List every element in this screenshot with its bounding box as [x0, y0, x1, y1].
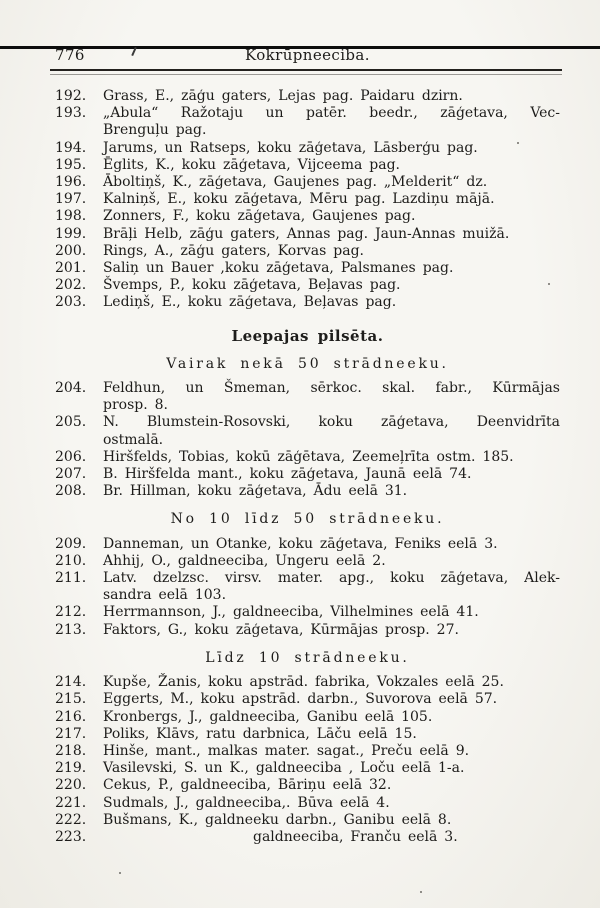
entry-text: Jarums, un Ratseps, koku zāģetava, Lāsberģu pag.	[103, 139, 478, 156]
entry-text: Faktors, G., koku zāģetava, Kūrmājas prosp. 27.	[103, 621, 459, 638]
entry-number: 196.	[55, 174, 87, 191]
entry-number: 215.	[55, 691, 87, 708]
section-heading: Leepajas pilsēta.	[231, 326, 384, 345]
directory-entry	[55, 414, 560, 448]
entry-number: 209.	[55, 535, 87, 552]
directory-entry	[55, 208, 560, 225]
directory-entry	[55, 294, 560, 311]
entry-text: galdneeciba, Franču eelā 3.	[253, 828, 458, 845]
entry-text: Cekus, P., galdneeciba, Bāriņu eelā 32.	[103, 777, 392, 794]
entry-text: Hiršfelds, Tobias, kokū zāģētava, Zeemeļrīta ostm. 185.	[103, 448, 514, 465]
entry-number: 198.	[55, 208, 87, 225]
entry-text: Poliks, Klāvs, ratu darbnica, Lāču eelā 15.	[103, 725, 417, 742]
directory-entry	[55, 174, 560, 191]
directory-entry	[55, 760, 560, 777]
entry-text: „Abula“ Ražotaju un patēr. beedr., zāģetava, Vec- Brenguļu pag.	[103, 105, 560, 139]
subsection-heading: Vairak nekā 50 strādneeku.	[166, 355, 449, 372]
entry-text: Br. Hillman, koku zāģetava, Ādu eelā 31.	[103, 483, 408, 500]
scan-speck	[548, 283, 550, 285]
entry-text: Sudmals, J., galdneeciba,. Būva eelā 4.	[103, 794, 390, 811]
directory-entry	[55, 536, 560, 553]
entry-text: B. Hiršfelda mant., koku zāģetava, Jaunā eelā 74.	[103, 466, 472, 483]
directory-entry	[55, 795, 560, 812]
scan-speck	[517, 142, 519, 144]
entry-text: Saliņ un Bauer ,koku zāģetava, Palsmanes pag.	[103, 260, 454, 277]
entry-number: 222.	[55, 811, 87, 828]
directory-entry	[55, 812, 560, 829]
entry-number: 217.	[55, 725, 87, 742]
entry-number: 193.	[55, 105, 87, 122]
directory-entry	[55, 260, 560, 277]
entry-text: Hinše, mant., malkas mater. sagat., Preču eelā 9.	[103, 742, 470, 759]
entry-text: Vasilevski, S. un K., galdneeciba , Loču eelā 1-a.	[103, 760, 465, 777]
directory-entry	[55, 466, 560, 483]
directory-entry	[55, 380, 560, 414]
directory-entry	[55, 622, 560, 639]
entry-number: 216.	[55, 708, 87, 725]
entry-number: 203.	[55, 294, 87, 311]
entry-text: Švemps, P., koku zāģetava, Beļavas pag.	[103, 277, 401, 294]
entry-text: Eggerts, M., koku apstrād. darbn., Suvorova eelā 57.	[103, 691, 498, 708]
entry-text: Āboltiņš, K., zāģetava, Gaujenes pag. „Melderit“ dz.	[103, 174, 488, 191]
entry-number: 212.	[55, 604, 87, 621]
directory-entry	[55, 243, 560, 260]
directory-entry	[55, 553, 560, 570]
entry-number: 207.	[55, 466, 87, 483]
entry-text: Danneman, un Otanke, koku zāģetava, Feniks eelā 3.	[103, 535, 498, 552]
entry-number: 223.	[55, 828, 87, 845]
entry-number: 221.	[55, 794, 87, 811]
entry-number: 204.	[55, 380, 87, 397]
entry-number: 218.	[55, 742, 87, 759]
entry-text: Bušmans, K., galdneeku darbn., Ganibu eelā 8.	[103, 811, 452, 828]
directory-entry	[55, 483, 560, 500]
entry-number: 219.	[55, 760, 87, 777]
entry-text: Herrmannson, J., galdneeciba, Vilhelmines eelā 41.	[103, 604, 479, 621]
directory-entry	[55, 105, 560, 139]
directory-entry	[55, 570, 560, 604]
entry-number: 201.	[55, 260, 87, 277]
entry-number: 214.	[55, 674, 87, 691]
entry-number: 192.	[55, 88, 87, 104]
entry-number: 194.	[55, 139, 87, 156]
header-rule	[50, 69, 562, 75]
directory-entry	[55, 709, 560, 726]
entry-number: 202.	[55, 277, 87, 294]
entry-number: 205.	[55, 414, 87, 431]
directory-entry	[55, 140, 560, 157]
directory-entry	[55, 277, 560, 294]
entry-text: N. Blumstein-Rosovski, koku zāģetava, Deenvidrīta ostmalā.	[103, 414, 560, 448]
directory-entry	[55, 604, 560, 621]
entry-text: Kronbergs, J., galdneeciba, Ganibu eelā 105.	[103, 708, 433, 725]
directory-entry	[55, 743, 560, 760]
entry-number: 213.	[55, 621, 87, 638]
entry-text: Feldhun, un Šmeman, sērkoc. skal. fabr., Kūrmājas prosp. 8.	[103, 380, 560, 414]
page-number: 776	[55, 46, 85, 64]
entry-text: Lediņš, E., koku zāģetava, Beļavas pag.	[103, 294, 397, 311]
entry-number: 208.	[55, 483, 87, 500]
directory-entry	[55, 777, 560, 794]
entry-number: 206.	[55, 448, 87, 465]
entry-number: 199.	[55, 225, 87, 242]
entry-text: Brāļi Helb, zāģu gaters, Annas pag. Jaun-Annas muižā.	[103, 225, 510, 242]
subsection-heading: No 10 līdz 50 strādneeku.	[170, 511, 445, 528]
directory-entry	[55, 157, 560, 174]
entry-number: 220.	[55, 777, 87, 794]
directory-entry	[55, 829, 560, 846]
entry-text: Ēglits, K., koku zāģetava, Vijceema pag.	[103, 156, 401, 173]
entry-number: 195.	[55, 156, 87, 173]
directory-entry	[55, 726, 560, 743]
directory-entry	[55, 226, 560, 243]
running-title: Kokrūpneeciba.	[245, 46, 370, 64]
entry-text: Rings, A., zāģu gaters, Korvas pag.	[103, 242, 365, 259]
scan-speck	[119, 872, 121, 874]
directory-entry	[55, 191, 560, 208]
directory-entry	[55, 674, 560, 691]
entry-number: 210.	[55, 552, 87, 569]
entry-text: Kalniņš, E., koku zāģetava, Mēru pag. Lazdiņu mājā.	[103, 191, 495, 208]
directory-entry	[55, 691, 560, 708]
directory-entry	[55, 88, 560, 105]
entry-text: Kupše, Žanis, koku apstrād. fabrika, Vokzales eelā 25.	[103, 674, 504, 691]
entry-number: 211.	[55, 570, 87, 587]
subsection-heading: Līdz 10 strādneeku.	[205, 649, 410, 666]
entry-number: 197.	[55, 191, 87, 208]
directory-entry	[55, 449, 560, 466]
page-header	[55, 46, 560, 64]
entry-text: Zonners, F., koku zāģetava, Gaujenes pag.	[103, 208, 416, 225]
directory-list	[55, 88, 560, 846]
entry-number: 200.	[55, 242, 87, 259]
entry-text: Grass, E., zāģu gaters, Lejas pag. Paidaru dzirn.	[103, 88, 463, 104]
scan-speck	[420, 891, 422, 893]
entry-text: Latv. dzelzsc. virsv. mater. apg., koku zāģetava, Alek- sandra eelā 103.	[103, 570, 560, 604]
entry-text: Ahhij, O., galdneeciba, Ungeru eelā 2.	[103, 552, 386, 569]
